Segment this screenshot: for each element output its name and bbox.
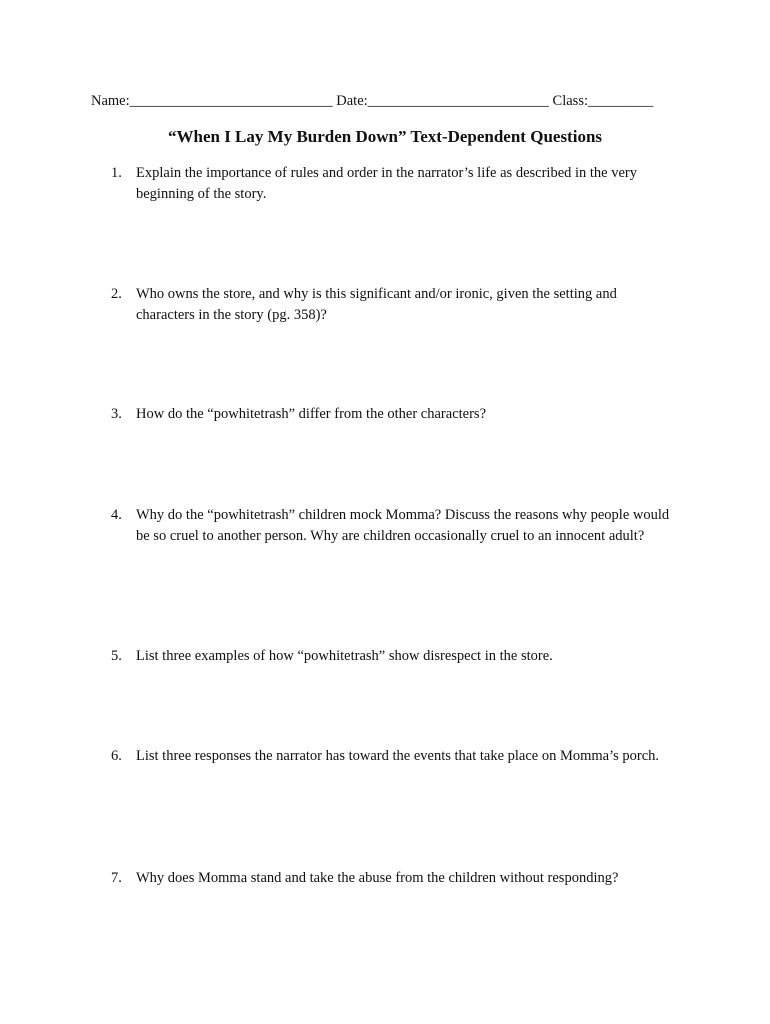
question-6 <box>111 746 671 767</box>
question-text: Explain the importance of rules and order in the narrator’s life as described in the very beginning of the story. <box>136 165 638 202</box>
question-number: 6. <box>111 748 122 764</box>
question-1 <box>111 163 671 205</box>
question-text: Why do the “powhitetrash” children mock Momma? Discuss the reasons why people would be so cruel to another person. Why are children occasionally cruel to an innocent adult? <box>136 507 670 544</box>
question-7 <box>111 868 671 889</box>
question-text: List three responses the narrator has toward the events that take place on Momma’s porch. <box>136 748 660 764</box>
question-4 <box>111 505 671 547</box>
question-2 <box>111 284 671 326</box>
question-number: 7. <box>111 870 122 886</box>
question-number: 5. <box>111 648 122 664</box>
question-number: 1. <box>111 165 122 181</box>
name-date-class-header: Name:____________________________ Date:_________________________ Class:_________ <box>91 93 654 109</box>
question-text: Who owns the store, and why is this significant and/or ironic, given the setting and characters in the story (pg. 358)? <box>136 286 617 323</box>
question-number: 2. <box>111 286 122 302</box>
question-5 <box>111 646 671 667</box>
question-3 <box>111 404 671 425</box>
question-number: 3. <box>111 406 122 422</box>
document-title: “When I Lay My Burden Down” Text-Dependent Questions <box>167 127 603 146</box>
question-number: 4. <box>111 507 122 523</box>
question-text: How do the “powhitetrash” differ from the other characters? <box>136 406 487 422</box>
question-text: Why does Momma stand and take the abuse from the children without responding? <box>136 870 619 886</box>
question-text: List three examples of how “powhitetrash” show disrespect in the store. <box>136 648 553 664</box>
